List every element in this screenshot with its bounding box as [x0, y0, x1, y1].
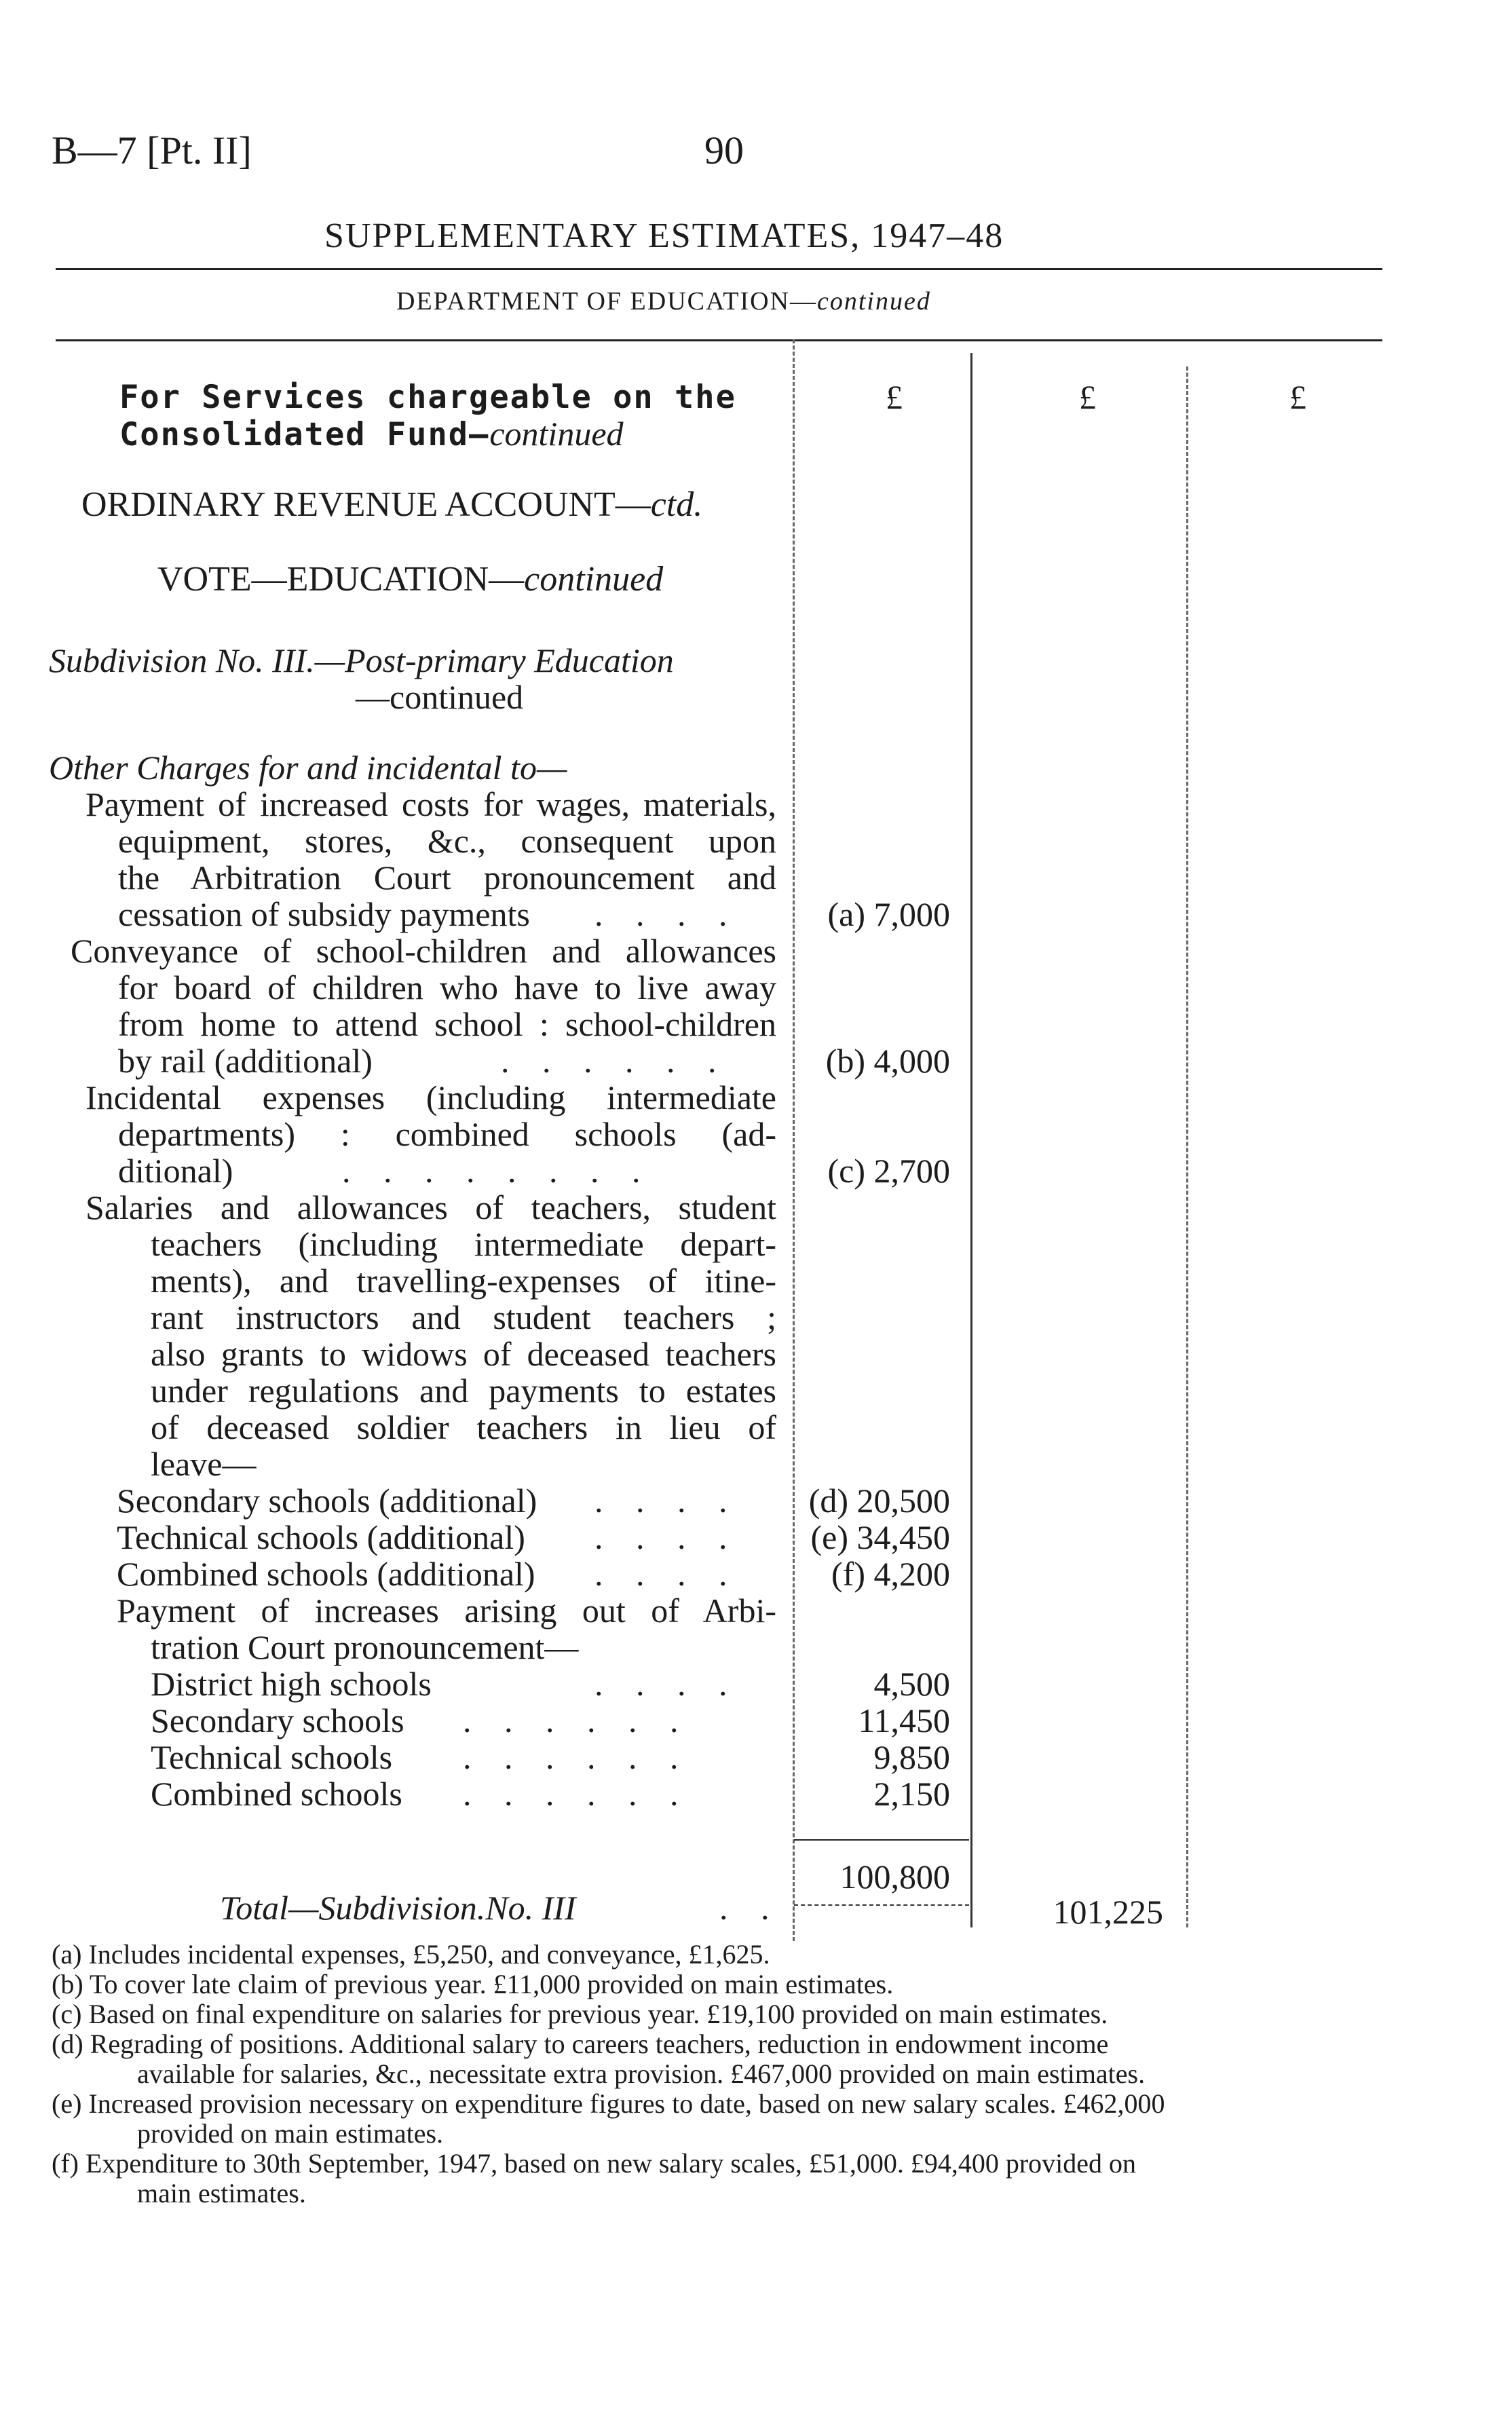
footnote-b: (b) To cover late claim of previous year. £11,000 provided on main estimates. [52, 1969, 894, 1999]
vote-heading [157, 561, 663, 598]
footnote-d-line2: available for salaries, &c., necessitate extra provision. £467,000 provided on main estimates. [137, 2058, 1146, 2089]
item4-line7: of deceased soldier teachers in lieu of [151, 1408, 776, 1446]
item3-value: (c) 2,700 [827, 1152, 950, 1190]
item4-line5: also grants to widows of deceased teachers [151, 1335, 776, 1373]
vote-heading-text: VOTE—EDUCATION— [157, 560, 525, 599]
item1-line1: Payment of increased costs for wages, materials, [86, 785, 776, 823]
item4-line8: leave— [151, 1445, 257, 1483]
item2-line1: Conveyance of school-children and allowances [71, 932, 776, 970]
subdivision-total: 101,225 [1053, 1893, 1163, 1931]
technical-label: Technical schools [151, 1738, 393, 1776]
item1-line4: cessation of subsidy payments [118, 895, 530, 933]
secondary-additional-value: (d) 20,500 [808, 1482, 950, 1520]
combined-label: Combined schools [151, 1775, 402, 1813]
footnote-f-line1: (f) Expenditure to 30th September, 1947, based on new salary scales, £51,000. £94,400 provided on [52, 2148, 1137, 2179]
column1-total: 100,800 [839, 1858, 950, 1896]
column-currency-3: £ [1289, 378, 1306, 416]
footnote-e-line2: provided on main estimates. [137, 2118, 444, 2149]
technical-leader: . . . . . . [463, 1738, 691, 1776]
secondary-additional-leader: . . . . [594, 1482, 740, 1520]
item2-value: (b) 4,000 [825, 1042, 950, 1080]
item1-line2: equipment, stores, &c., consequent upon [118, 822, 776, 860]
page-ref: B—7 [Pt. II] [52, 128, 252, 172]
item4-line6: under regulations and payments to estates [151, 1372, 776, 1410]
column-separator-1 [793, 339, 795, 1941]
technical-additional-value: (e) 34,450 [810, 1518, 950, 1556]
services-heading-2-bold: Consolidated Fund— [119, 416, 490, 453]
combined-additional-label: Combined schools (additional) [117, 1555, 535, 1593]
item4-line3: ments), and travelling-expenses of itine- [151, 1262, 776, 1300]
item3-line3: ditional) [118, 1152, 233, 1190]
services-heading-1: For Services chargeable on the [119, 379, 736, 416]
total-label: Total—Subdivision.No. III [220, 1889, 576, 1927]
subdivision-heading-2: —continued [356, 678, 524, 716]
department-name: DEPARTMENT OF EDUCATION— [396, 287, 817, 316]
district-high-leader: . . . . [594, 1665, 740, 1703]
item2-line2: for board of children who have to live away [118, 968, 776, 1006]
column-currency-2: £ [1079, 378, 1096, 416]
department-suffix: continued [817, 287, 931, 316]
item3-leader: . . . . . . . . [342, 1152, 653, 1190]
item3-line1: Incidental expenses (including intermediate [86, 1078, 776, 1116]
footnote-d-line1: (d) Regrading of positions. Additional salary to careers teachers, reduction in endowment income [52, 2029, 1109, 2059]
technical-value: 9,850 [873, 1738, 950, 1776]
payment-increases-line2: tration Court pronouncement— [151, 1628, 579, 1666]
combined-leader: . . . . . . [463, 1775, 691, 1813]
district-high-value: 4,500 [873, 1665, 950, 1703]
services-heading-2 [119, 415, 624, 453]
item2-leader: . . . . . . [501, 1042, 729, 1080]
item3-line2: departments) : combined schools (ad- [118, 1115, 776, 1153]
subtotal-rule [794, 1839, 969, 1841]
item4-line4: rant instructors and student teachers ; [151, 1298, 776, 1336]
item4-line2: teachers (including intermediate depart- [151, 1225, 776, 1263]
column-separator-3 [1186, 366, 1188, 1927]
district-high-label: District high schools [151, 1665, 432, 1703]
page-title: SUPPLEMENTARY ESTIMATES, 1947–48 [324, 216, 1004, 255]
secondary-label: Secondary schools [151, 1701, 404, 1739]
item2-line3: from home to attend school : school-children [118, 1005, 776, 1043]
column-currency-1: £ [886, 378, 903, 416]
item2-line4: by rail (additional) [118, 1042, 373, 1080]
combined-additional-leader: . . . . [594, 1555, 740, 1593]
header-rule-2 [56, 339, 1382, 341]
combined-value: 2,150 [873, 1775, 950, 1813]
item1-value: (a) 7,000 [827, 895, 950, 933]
footnote-a: (a) Includes incidental expenses, £5,250, and conveyance, £1,625. [52, 1939, 770, 1970]
header-rule-1 [56, 268, 1382, 270]
technical-additional-label: Technical schools (additional) [117, 1518, 525, 1556]
footnote-f-line2: main estimates. [137, 2178, 306, 2208]
item1-line3: the Arbitration Court pronouncement and [118, 859, 776, 897]
footnote-e-line1: (e) Increased provision necessary on expenditure figures to date, based on new salary scales. £462,000 [52, 2088, 1165, 2119]
technical-additional-leader: . . . . [594, 1518, 740, 1556]
account-heading-text: ORDINARY REVENUE ACCOUNT— [81, 485, 651, 524]
secondary-additional-label: Secondary schools (additional) [117, 1482, 537, 1520]
total-rule [794, 1904, 969, 1906]
item1-leader: . . . . [594, 895, 740, 933]
total-leader: . . [719, 1889, 782, 1927]
services-heading-2-suffix: continued [489, 415, 624, 453]
secondary-leader: . . . . . . [463, 1701, 691, 1739]
subdivision-heading-1: Subdivision No. III.—Post-primary Education [49, 641, 674, 679]
footnote-c: (c) Based on final expenditure on salaries for previous year. £19,100 provided on main estimates. [52, 1999, 1108, 2029]
item4-line1: Salaries and allowances of teachers, student [86, 1188, 776, 1226]
department-heading [396, 286, 931, 316]
account-heading [81, 486, 702, 523]
secondary-value: 11,450 [858, 1701, 950, 1739]
combined-additional-value: (f) 4,200 [831, 1555, 950, 1593]
account-heading-suffix: ctd. [650, 485, 703, 524]
column-separator-2 [970, 353, 972, 1927]
payment-increases-line1: Payment of increases arising out of Arbi- [117, 1592, 776, 1630]
other-charges-heading: Other Charges for and incidental to— [49, 749, 567, 787]
page-number: 90 [704, 128, 744, 172]
vote-heading-suffix: continued [524, 560, 664, 599]
